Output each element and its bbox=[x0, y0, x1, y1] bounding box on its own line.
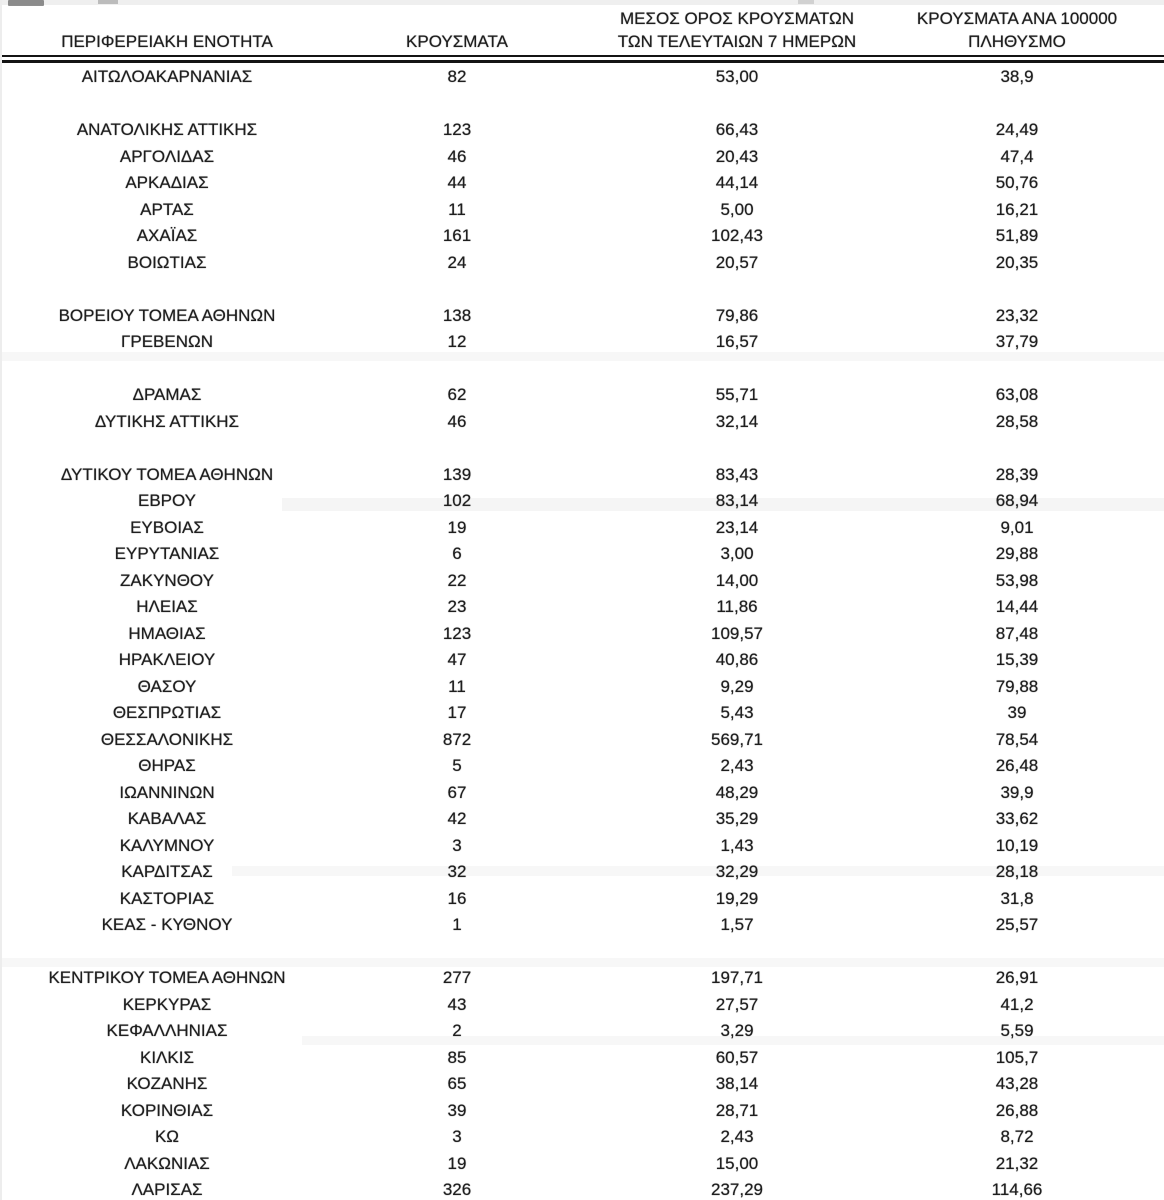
table-row bbox=[2, 806, 1164, 833]
region-cell: ΘΕΣΣΑΛΟΝΙΚΗΣ bbox=[100, 729, 234, 749]
per100k-cell: 20,35 bbox=[995, 252, 1039, 272]
cases-cell: 11 bbox=[448, 199, 466, 219]
table-row bbox=[2, 886, 1164, 913]
region-cell: ΛΑΚΩΝΙΑΣ bbox=[124, 1153, 210, 1173]
avg7-cell: 83,14 bbox=[715, 491, 759, 510]
group-separator bbox=[2, 276, 1164, 303]
region-cell: ΕΥΡΥΤΑΝΙΑΣ bbox=[114, 544, 220, 563]
cases-cell: 43 bbox=[447, 994, 467, 1014]
region-cell: ΑΧΑΪΑΣ bbox=[136, 226, 198, 245]
region-cell: ΗΛΕΙΑΣ bbox=[136, 597, 198, 616]
group-separator bbox=[2, 939, 1164, 966]
column-header-per100k-label: ΚΡΟΥΣΜΑΤΑ ΑΝΑ 100000 bbox=[916, 9, 1118, 28]
region-cell: ΑΡΚΑΔΙΑΣ bbox=[125, 173, 209, 192]
region-cell: ΒΟΡΕΙΟΥ ΤΟΜΕΑ ΑΘΗΝΩΝ bbox=[58, 305, 276, 325]
table-row bbox=[2, 197, 1164, 224]
region-cell: ΚΑΛΥΜΝΟΥ bbox=[119, 835, 215, 855]
region-cell: ΗΜΑΘΙΑΣ bbox=[128, 623, 206, 643]
avg7-cell: 197,71 bbox=[711, 968, 763, 987]
per100k-cell: 25,57 bbox=[995, 915, 1039, 934]
avg7-cell: 5,00 bbox=[720, 199, 754, 219]
per100k-cell: 87,48 bbox=[995, 623, 1039, 643]
table-row bbox=[2, 753, 1164, 780]
per100k-cell: 26,88 bbox=[995, 1100, 1039, 1120]
avg7-cell: 66,43 bbox=[715, 120, 759, 139]
avg7-cell: 35,29 bbox=[715, 809, 759, 828]
table-row bbox=[2, 1071, 1164, 1098]
per100k-cell: 15,39 bbox=[995, 650, 1039, 669]
cases-cell: 46 bbox=[447, 411, 467, 431]
per100k-cell: 39,9 bbox=[1000, 782, 1034, 802]
per100k-cell: 28,18 bbox=[995, 862, 1039, 881]
avg7-cell: 102,43 bbox=[711, 226, 763, 245]
cases-cell: 17 bbox=[447, 703, 467, 722]
table-row bbox=[2, 568, 1164, 595]
table-row bbox=[2, 647, 1164, 674]
avg7-cell: 53,00 bbox=[715, 67, 759, 86]
table-row bbox=[2, 965, 1164, 992]
column-header-cases bbox=[332, 30, 582, 55]
avg7-cell: 83,43 bbox=[715, 464, 759, 484]
table-row bbox=[2, 170, 1164, 197]
region-cell: ΚΩ bbox=[154, 1127, 180, 1146]
per100k-cell: 37,79 bbox=[995, 332, 1039, 351]
per100k-cell: 39 bbox=[1007, 703, 1027, 722]
table-row bbox=[2, 329, 1164, 356]
per100k-cell: 41,2 bbox=[1000, 994, 1034, 1014]
cases-cell: 67 bbox=[447, 782, 467, 802]
cases-cell: 138 bbox=[442, 305, 472, 325]
cases-cell: 1 bbox=[452, 915, 462, 934]
avg7-cell: 109,57 bbox=[711, 623, 763, 643]
cases-cell: 65 bbox=[447, 1074, 467, 1093]
region-cell: ΚΑΡΔΙΤΣΑΣ bbox=[121, 862, 213, 881]
column-header-region-label: ΠΕΡΙΦΕΡΕΙΑΚΗ ΕΝΟΤΗΤΑ bbox=[61, 32, 273, 51]
cases-cell: 24 bbox=[447, 252, 467, 272]
avg7-cell: 79,86 bbox=[715, 305, 759, 325]
region-cell: ΚΑΣΤΟΡΙΑΣ bbox=[119, 888, 215, 908]
region-cell: ΔΥΤΙΚΟΥ ΤΟΜΕΑ ΑΘΗΝΩΝ bbox=[60, 464, 274, 484]
column-header-region bbox=[2, 30, 332, 55]
avg7-cell: 38,14 bbox=[715, 1074, 759, 1093]
avg7-cell: 1,43 bbox=[720, 835, 754, 855]
table-row bbox=[2, 912, 1164, 939]
cases-cell: 6 bbox=[452, 544, 462, 563]
region-cell: ΚΕΡΚΥΡΑΣ bbox=[122, 994, 212, 1014]
region-cell: ΚΕΑΣ - ΚΥΘΝΟΥ bbox=[101, 915, 233, 934]
region-cell: ΒΟΙΩΤΙΑΣ bbox=[127, 252, 207, 272]
avg7-cell: 9,29 bbox=[720, 676, 754, 696]
per100k-cell: 51,89 bbox=[995, 226, 1039, 245]
region-cell: ΘΕΣΠΡΩΤΙΑΣ bbox=[112, 703, 222, 722]
avg7-cell: 1,57 bbox=[720, 915, 754, 934]
per100k-cell: 8,72 bbox=[1000, 1127, 1034, 1146]
per100k-cell: 50,76 bbox=[995, 173, 1039, 192]
cases-cell: 3 bbox=[452, 835, 462, 855]
column-header-avg7-label2: ΤΩΝ ΤΕΛΕΥΤΑΙΩΝ 7 ΗΜΕΡΩΝ bbox=[617, 32, 857, 51]
cases-cell: 32 bbox=[447, 862, 467, 881]
cases-cell: 277 bbox=[442, 968, 472, 987]
table-row bbox=[2, 1098, 1164, 1125]
cases-cell: 19 bbox=[447, 1153, 467, 1173]
table-row bbox=[2, 1018, 1164, 1045]
avg7-cell: 55,71 bbox=[715, 385, 759, 404]
table-row bbox=[2, 674, 1164, 701]
cases-cell: 123 bbox=[442, 623, 472, 643]
cases-cell: 326 bbox=[442, 1180, 472, 1199]
table-row bbox=[2, 462, 1164, 489]
avg7-cell: 2,43 bbox=[720, 1127, 754, 1146]
region-cell: ΘΑΣΟΥ bbox=[137, 676, 197, 696]
per100k-cell: 24,49 bbox=[995, 120, 1039, 139]
cases-cell: 44 bbox=[447, 173, 467, 192]
region-cell: ΑΝΑΤΟΛΙΚΗΣ ΑΤΤΙΚΗΣ bbox=[76, 120, 258, 139]
table-row bbox=[2, 833, 1164, 860]
table-row bbox=[2, 382, 1164, 409]
per100k-cell: 78,54 bbox=[995, 729, 1039, 749]
per100k-cell: 14,44 bbox=[995, 597, 1039, 616]
avg7-cell: 32,14 bbox=[715, 411, 759, 431]
table-row bbox=[2, 117, 1164, 144]
region-cell: ΚΑΒΑΛΑΣ bbox=[127, 809, 207, 828]
per100k-cell: 114,66 bbox=[991, 1180, 1043, 1199]
region-cell: ΔΥΤΙΚΗΣ ΑΤΤΙΚΗΣ bbox=[94, 411, 240, 431]
avg7-cell: 44,14 bbox=[715, 173, 759, 192]
region-cell: ΕΒΡΟΥ bbox=[137, 491, 197, 510]
cases-cell: 5 bbox=[452, 756, 462, 775]
per100k-cell: 63,08 bbox=[995, 385, 1039, 404]
table-row bbox=[2, 303, 1164, 330]
table-body bbox=[2, 63, 1164, 1200]
group-separator bbox=[2, 435, 1164, 462]
per100k-cell: 43,28 bbox=[995, 1074, 1039, 1093]
avg7-cell: 28,71 bbox=[715, 1100, 759, 1120]
cases-cell: 82 bbox=[447, 67, 467, 86]
per100k-cell: 38,9 bbox=[1000, 67, 1034, 86]
cases-cell: 16 bbox=[447, 888, 467, 908]
column-header-avg7 bbox=[582, 7, 892, 55]
avg7-cell: 569,71 bbox=[711, 729, 763, 749]
table-row bbox=[2, 992, 1164, 1019]
table-header-row bbox=[2, 0, 1164, 55]
table-row bbox=[2, 700, 1164, 727]
avg7-cell: 20,43 bbox=[715, 146, 759, 166]
region-cell: ΓΡΕΒΕΝΩΝ bbox=[121, 332, 213, 351]
table-row bbox=[2, 144, 1164, 171]
table-row bbox=[2, 1151, 1164, 1178]
cases-cell: 3 bbox=[452, 1127, 462, 1146]
table-row bbox=[2, 250, 1164, 277]
per100k-cell: 5,59 bbox=[1000, 1021, 1034, 1040]
per100k-cell: 28,58 bbox=[995, 411, 1039, 431]
avg7-cell: 19,29 bbox=[715, 888, 759, 908]
avg7-cell: 20,57 bbox=[715, 252, 759, 272]
per100k-cell: 28,39 bbox=[995, 464, 1039, 484]
avg7-cell: 16,57 bbox=[715, 332, 759, 351]
cases-cell: 2 bbox=[452, 1021, 462, 1040]
avg7-cell: 2,43 bbox=[720, 756, 754, 775]
per100k-cell: 29,88 bbox=[995, 544, 1039, 563]
per100k-cell: 10,19 bbox=[995, 835, 1039, 855]
region-cell: ΑΡΓΟΛΙΔΑΣ bbox=[119, 146, 215, 166]
table-row bbox=[2, 1124, 1164, 1151]
avg7-cell: 5,43 bbox=[720, 703, 754, 722]
cases-cell: 11 bbox=[448, 676, 466, 696]
header-double-rule bbox=[2, 55, 1164, 63]
per100k-cell: 68,94 bbox=[995, 491, 1039, 510]
table-row bbox=[2, 727, 1164, 754]
region-cell: ΚΙΛΚΙΣ bbox=[140, 1047, 194, 1067]
region-cell: ΚΟΖΑΝΗΣ bbox=[126, 1074, 208, 1093]
per100k-cell: 26,91 bbox=[995, 968, 1039, 987]
avg7-cell: 3,29 bbox=[720, 1021, 754, 1040]
table-row bbox=[2, 859, 1164, 886]
per100k-cell: 9,01 bbox=[1000, 517, 1034, 537]
per100k-cell: 26,48 bbox=[995, 756, 1039, 775]
table-row bbox=[2, 1045, 1164, 1072]
table-row bbox=[2, 409, 1164, 436]
per100k-cell: 16,21 bbox=[995, 199, 1039, 219]
avg7-cell: 60,57 bbox=[715, 1047, 759, 1067]
cases-cell: 872 bbox=[442, 729, 472, 749]
table-row bbox=[2, 1177, 1164, 1200]
per100k-cell: 33,62 bbox=[995, 809, 1039, 828]
group-separator bbox=[2, 356, 1164, 383]
per100k-cell: 105,7 bbox=[995, 1047, 1039, 1067]
region-cell: ΖΑΚΥΝΘΟΥ bbox=[120, 570, 214, 590]
cases-cell: 102 bbox=[442, 491, 472, 510]
region-cell: ΑΡΤΑΣ bbox=[140, 199, 194, 219]
cases-cell: 22 bbox=[447, 570, 467, 590]
avg7-cell: 40,86 bbox=[715, 650, 759, 669]
column-header-avg7-label: ΜΕΣΟΣ ΟΡΟΣ ΚΡΟΥΣΜΑΤΩΝ bbox=[620, 9, 854, 28]
per100k-cell: 79,88 bbox=[995, 676, 1039, 696]
avg7-cell: 237,29 bbox=[711, 1180, 763, 1199]
avg7-cell: 3,00 bbox=[720, 544, 754, 563]
column-header-cases-label: ΚΡΟΥΣΜΑΤΑ bbox=[406, 32, 508, 51]
cases-cell: 139 bbox=[442, 464, 472, 484]
avg7-cell: 48,29 bbox=[715, 782, 759, 802]
cases-cell: 46 bbox=[447, 146, 467, 166]
table-row bbox=[2, 64, 1164, 91]
per100k-cell: 31,8 bbox=[1000, 888, 1034, 908]
cases-cell: 85 bbox=[447, 1047, 467, 1067]
table-row bbox=[2, 541, 1164, 568]
avg7-cell: 15,00 bbox=[715, 1153, 759, 1173]
group-separator bbox=[2, 91, 1164, 118]
avg7-cell: 23,14 bbox=[715, 517, 759, 537]
region-cell: ΕΥΒΟΙΑΣ bbox=[130, 517, 204, 537]
column-header-per100k bbox=[892, 7, 1142, 55]
cases-cell: 161 bbox=[442, 226, 472, 245]
region-cell: ΚΕΝΤΡΙΚΟΥ ΤΟΜΕΑ ΑΘΗΝΩΝ bbox=[48, 968, 286, 987]
table-row bbox=[2, 515, 1164, 542]
region-cell: ΑΙΤΩΛΟΑΚΑΡΝΑΝΙΑΣ bbox=[81, 67, 253, 86]
table-row bbox=[2, 488, 1164, 515]
per100k-cell: 47,4 bbox=[1000, 146, 1034, 166]
cases-cell: 42 bbox=[447, 809, 467, 828]
per100k-cell: 53,98 bbox=[995, 570, 1039, 590]
avg7-cell: 27,57 bbox=[715, 994, 759, 1014]
avg7-cell: 11,86 bbox=[716, 597, 758, 616]
per100k-cell: 21,32 bbox=[995, 1153, 1039, 1173]
cases-cell: 23 bbox=[447, 597, 467, 616]
region-cell: ΗΡΑΚΛΕΙΟΥ bbox=[118, 650, 216, 669]
cases-cell: 39 bbox=[447, 1100, 467, 1120]
region-cell: ΛΑΡΙΣΑΣ bbox=[131, 1180, 203, 1199]
table-row bbox=[2, 594, 1164, 621]
region-cell: ΘΗΡΑΣ bbox=[138, 756, 196, 775]
region-cell: ΔΡΑΜΑΣ bbox=[132, 385, 202, 404]
per100k-cell: 23,32 bbox=[995, 305, 1039, 325]
table-row bbox=[2, 621, 1164, 648]
region-cell: ΚΕΦΑΛΛΗΝΙΑΣ bbox=[106, 1021, 228, 1040]
avg7-cell: 32,29 bbox=[715, 862, 759, 881]
region-cell: ΙΩΑΝΝΙΝΩΝ bbox=[119, 782, 215, 802]
table-row bbox=[2, 780, 1164, 807]
cases-cell: 123 bbox=[442, 120, 472, 139]
cases-cell: 47 bbox=[447, 650, 467, 669]
table-row bbox=[2, 223, 1164, 250]
region-cell: ΚΟΡΙΝΘΙΑΣ bbox=[120, 1100, 214, 1120]
column-header-per100k-label2: ΠΛΗΘΥΣΜΟ bbox=[968, 32, 1066, 51]
cases-cell: 12 bbox=[447, 332, 467, 351]
cases-cell: 19 bbox=[447, 517, 467, 537]
cases-cell: 62 bbox=[447, 385, 467, 404]
avg7-cell: 14,00 bbox=[715, 570, 759, 590]
